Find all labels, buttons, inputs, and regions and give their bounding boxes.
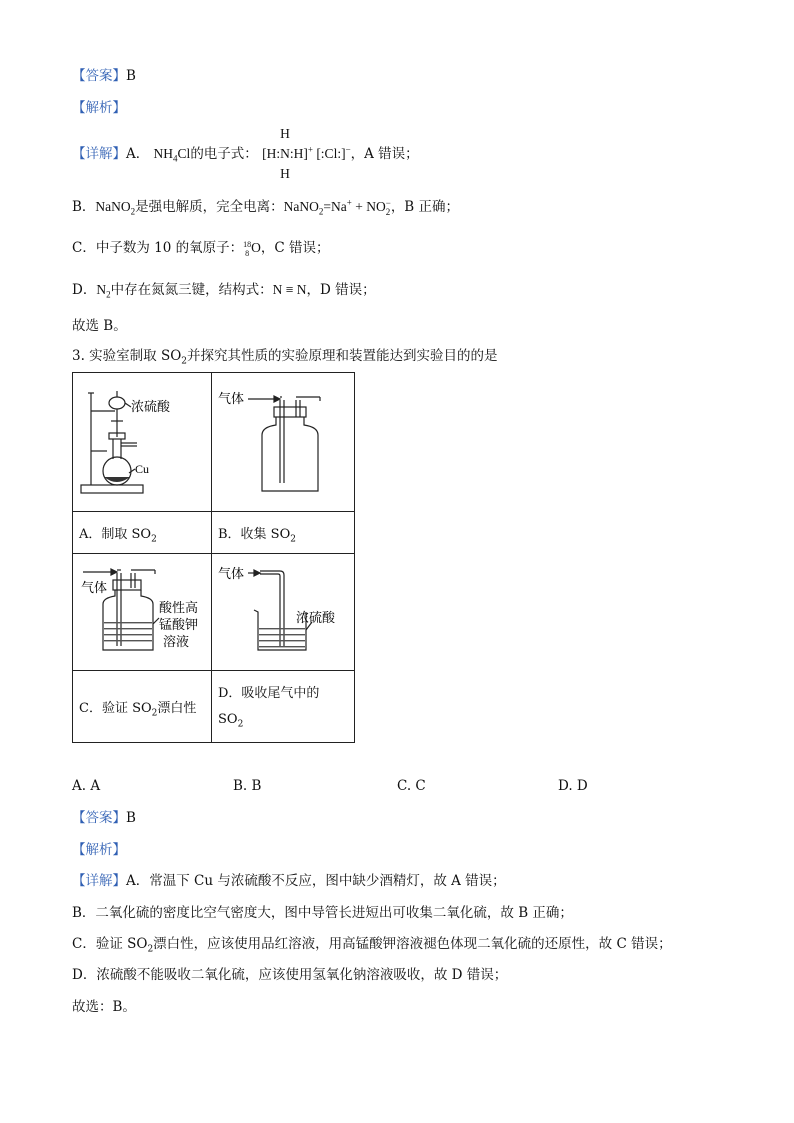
q2-detail-d: D．$N_2$中存在氮氮三键，结构式：N ≡ N，D 错误； [72, 282, 376, 300]
q3-detail-b: B．二氧化硫的密度比空气密度大，图中导管长进短出可收集二氧化硫，故 B 正确； [72, 905, 573, 921]
q3-answer-line: 【答案】B [72, 810, 136, 826]
answer-value: B [126, 68, 136, 84]
gas-bottle-collect-diagram [212, 373, 354, 507]
q2-detail-b: B．NaNO$_2$是强电解质，完全电离：NaNO$_2$=Na+ + NO − 2 ，B 正确； [72, 197, 460, 217]
q2-detail-a: 【详解】A． $NH_4Cl$的电子式： [H: H N H :H]+ [:Cl:]−，A 错误； [72, 126, 419, 181]
q3-stem: 3. 实验室制取 $SO_2$并探究其性质的实验原理和装置能达到实验目的的是 [72, 348, 498, 367]
q2-conclusion: 故选 B。 [72, 318, 127, 334]
q3-analysis-line: 【解析】 [72, 842, 126, 858]
choice-b: B. B [233, 778, 262, 794]
label-cu: Cu [135, 462, 150, 476]
wash-bottle-kmno4-diagram [73, 554, 211, 666]
label-conc-sulfuric-acid: 浓硫酸 [296, 610, 336, 625]
ionization-equation: NaNO$_2$=Na+ + NO − 2 [283, 197, 391, 217]
cell-d-diagram [212, 554, 355, 671]
cell-a-diagram [73, 373, 212, 512]
svg-text:酸性高: 酸性高 [159, 600, 199, 615]
answer-tag: 【答案】 [72, 68, 126, 84]
label-gas: 气体 [218, 391, 245, 406]
n2-structure: N ≡ N [272, 282, 307, 297]
oxygen-nuclide: 18 8 O [243, 239, 261, 258]
choice-c: C. C [397, 778, 426, 794]
apparatus-table [72, 372, 355, 743]
label-gas: 气体 [81, 580, 108, 595]
analysis-tag: 【解析】 [72, 100, 126, 116]
electron-dot-formula: [H: H N H :H]+ [:Cl:]− [262, 126, 351, 181]
caption-d: D．吸收尾气中的 $SO_2$ [212, 671, 355, 743]
caption-c: C．验证 $SO_2$漂白性 [73, 671, 212, 743]
q3-detail-d: D．浓硫酸不能吸收二氧化硫，应该使用氢氧化钠溶液吸收，故 D 错误； [72, 967, 508, 983]
flask-apparatus-diagram [73, 373, 211, 507]
svg-text:锰酸钾: 锰酸钾 [159, 617, 199, 632]
q2-analysis-line [72, 98, 126, 118]
caption-b: B．收集 $SO_2$ [212, 512, 355, 554]
q2-detail-c: C．中子数为 10 的氧原子： 18 8 O，C 错误； [72, 239, 330, 258]
cell-c-diagram [73, 554, 212, 671]
choice-a: A. A [72, 778, 101, 794]
q3-conclusion: 故选：B。 [72, 999, 136, 1015]
cell-b-diagram [212, 373, 355, 512]
label-conc-sulfuric-acid: 浓硫酸 [131, 399, 171, 414]
beaker-absorption-diagram [212, 554, 354, 666]
q3-detail-a: 【详解】A．常温下 Cu 与浓硫酸不反应，图中缺少酒精灯，故 A 错误； [72, 873, 506, 889]
label-gas: 气体 [218, 566, 245, 581]
nh4cl-formula: $NH_4Cl$ [153, 146, 191, 164]
svg-text:溶液: 溶液 [163, 634, 190, 649]
q2-answer-line [72, 66, 136, 86]
caption-a: A．制取 $SO_2$ [73, 512, 212, 554]
choice-d: D. D [558, 778, 588, 794]
detail-tag: 【详解】 [72, 146, 126, 162]
q3-detail-c: C．验证 $SO_2$漂白性，应该使用品红溶液，用高锰酸钾溶液褪色体现二氧化硫的还原性，故 C 错误； [72, 936, 672, 955]
